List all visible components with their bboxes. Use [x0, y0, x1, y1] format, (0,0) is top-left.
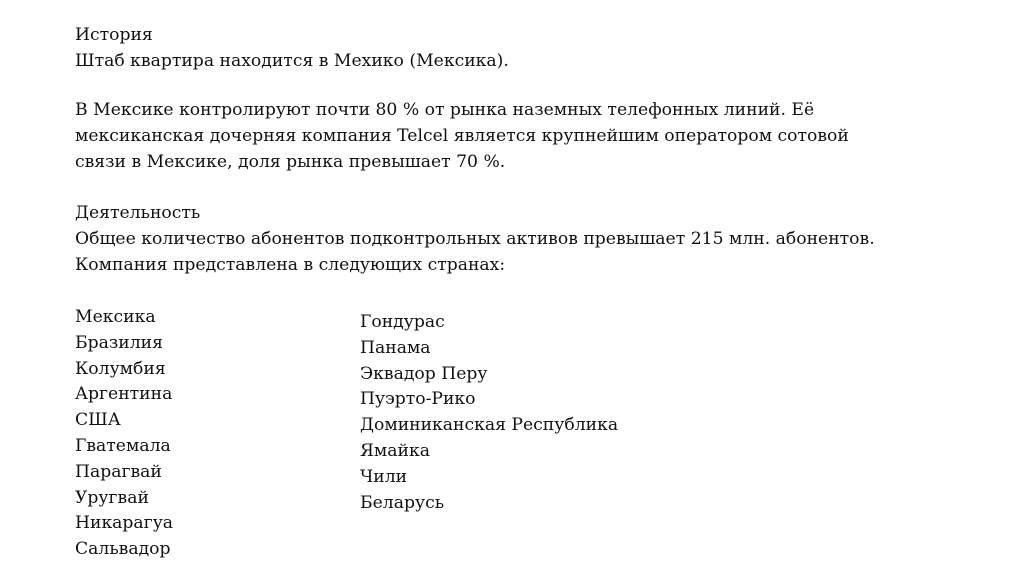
country-item: Чили [360, 466, 408, 487]
activity-line: Компания представлена в следующих странах: [75, 254, 506, 275]
country-item: Уругвай [75, 487, 149, 508]
country-item: Панама [360, 337, 431, 358]
activity-section [75, 201, 935, 278]
country-item: Мексика [75, 307, 156, 327]
history-section [75, 23, 935, 75]
country-item: Пуэрто-Рико [360, 389, 476, 410]
activity-line: Общее количество абонентов подконтрольных активов превышает 215 млн. абонентов. [75, 228, 875, 249]
countries-list-right [360, 310, 660, 516]
activity-heading: Деятельность [75, 203, 201, 223]
market-line: В Мексике контролируют почти 80 % от рынка наземных телефонных линий. Её [75, 100, 815, 120]
market-line: мексиканская дочерняя компания Telcel является крупнейшим оператором сотовой [75, 125, 849, 146]
market-section [75, 98, 935, 175]
country-item: Доминиканская Республика [360, 415, 619, 436]
country-item: Ямайка [360, 440, 430, 461]
country-item: Эквадор Перу [360, 363, 488, 384]
history-heading: История [75, 25, 153, 45]
country-item: Гватемала [75, 435, 171, 456]
countries-list-left [75, 305, 375, 563]
country-item: Гондурас [360, 312, 445, 332]
country-item: Колумбия [75, 358, 166, 379]
country-item: Беларусь [360, 492, 445, 513]
history-text: Штаб квартира находится в Мехико (Мексика). [75, 50, 509, 71]
country-item: США [75, 410, 121, 431]
country-item: Парагвай [75, 461, 162, 482]
country-item: Никарагуа [75, 513, 174, 534]
country-item: Аргентина [75, 384, 173, 405]
country-item: Бразилия [75, 332, 163, 353]
country-item: Сальвадор [75, 539, 171, 560]
market-line: связи в Мексике, доля рынка превышает 70 %. [75, 151, 506, 172]
